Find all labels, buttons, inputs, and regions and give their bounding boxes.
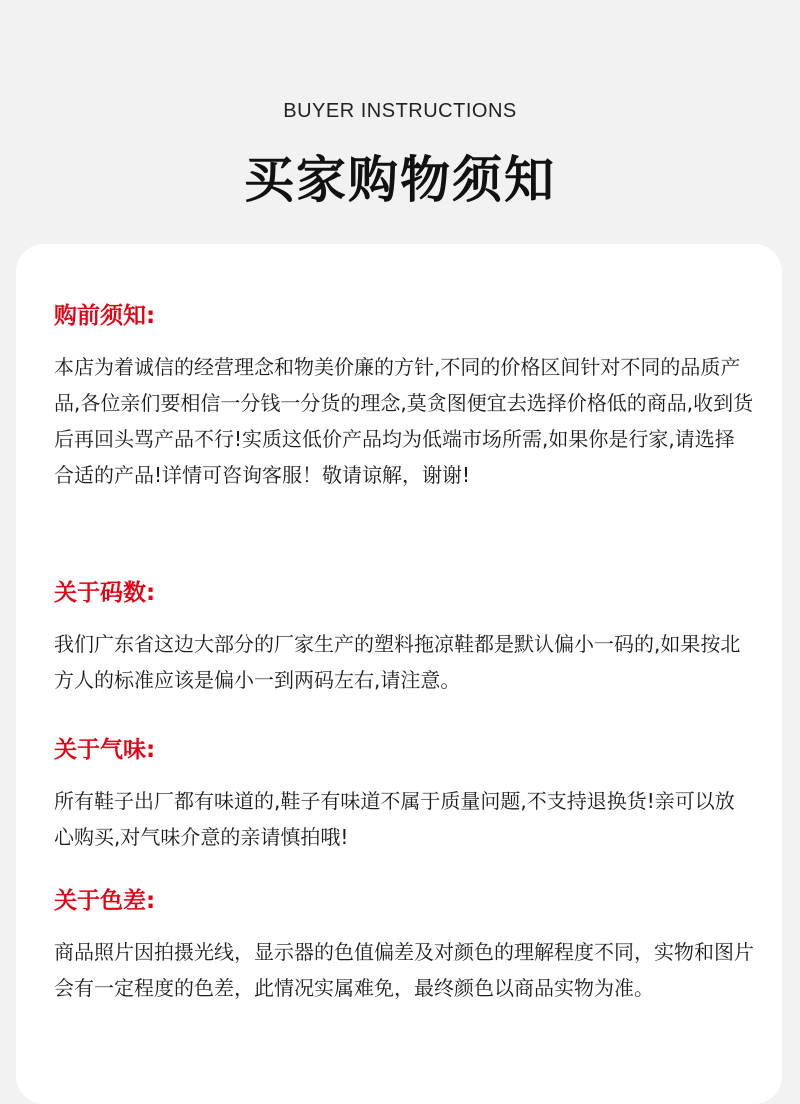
section-size: [54, 578, 754, 698]
section-before-purchase: [54, 301, 754, 493]
section-color-difference: [54, 886, 754, 1006]
section-body-before-purchase: 本店为着诚信的经营理念和物美价廉的方针,不同的价格区间针对不同的品质产品,各位亲们要相信一分钱一分货的理念,莫贪图便宜去选择价格低的商品,收到货后再回头骂产品不行!实质这低价产品均为低端市场所需,如果你是行家,请选择合适的产品!详情可咨询客服！敬请谅解，谢谢!: [54, 355, 754, 487]
page-eyebrow: BUYER INSTRUCTIONS: [283, 100, 517, 122]
section-body-size: 我们广东省这边大部分的厂家生产的塑料拖凉鞋都是默认偏小一码的,如果按北方人的标准应该是偏小一到两码左右,请注意。: [54, 632, 741, 692]
section-body-color-difference: 商品照片因拍摄光线，显示器的色值偏差及对颜色的理解程度不同，实物和图片会有一定程度的色差，此情况实属难免，最终颜色以商品实物为准。: [54, 940, 754, 1000]
section-smell: [54, 735, 754, 855]
section-heading-size: 关于码数:: [54, 580, 156, 606]
instructions-card: [16, 244, 782, 1104]
section-heading-color-difference: 关于色差:: [54, 888, 156, 914]
section-heading-smell: 关于气味:: [54, 737, 156, 763]
section-body-smell: 所有鞋子出厂都有味道的,鞋子有味道不属于质量问题,不支持退换货!亲可以放心购买,对气味介意的亲请慎拍哦!: [54, 789, 735, 849]
page-title: 买家购物须知: [244, 151, 556, 209]
section-heading-before-purchase: 购前须知:: [54, 303, 156, 329]
